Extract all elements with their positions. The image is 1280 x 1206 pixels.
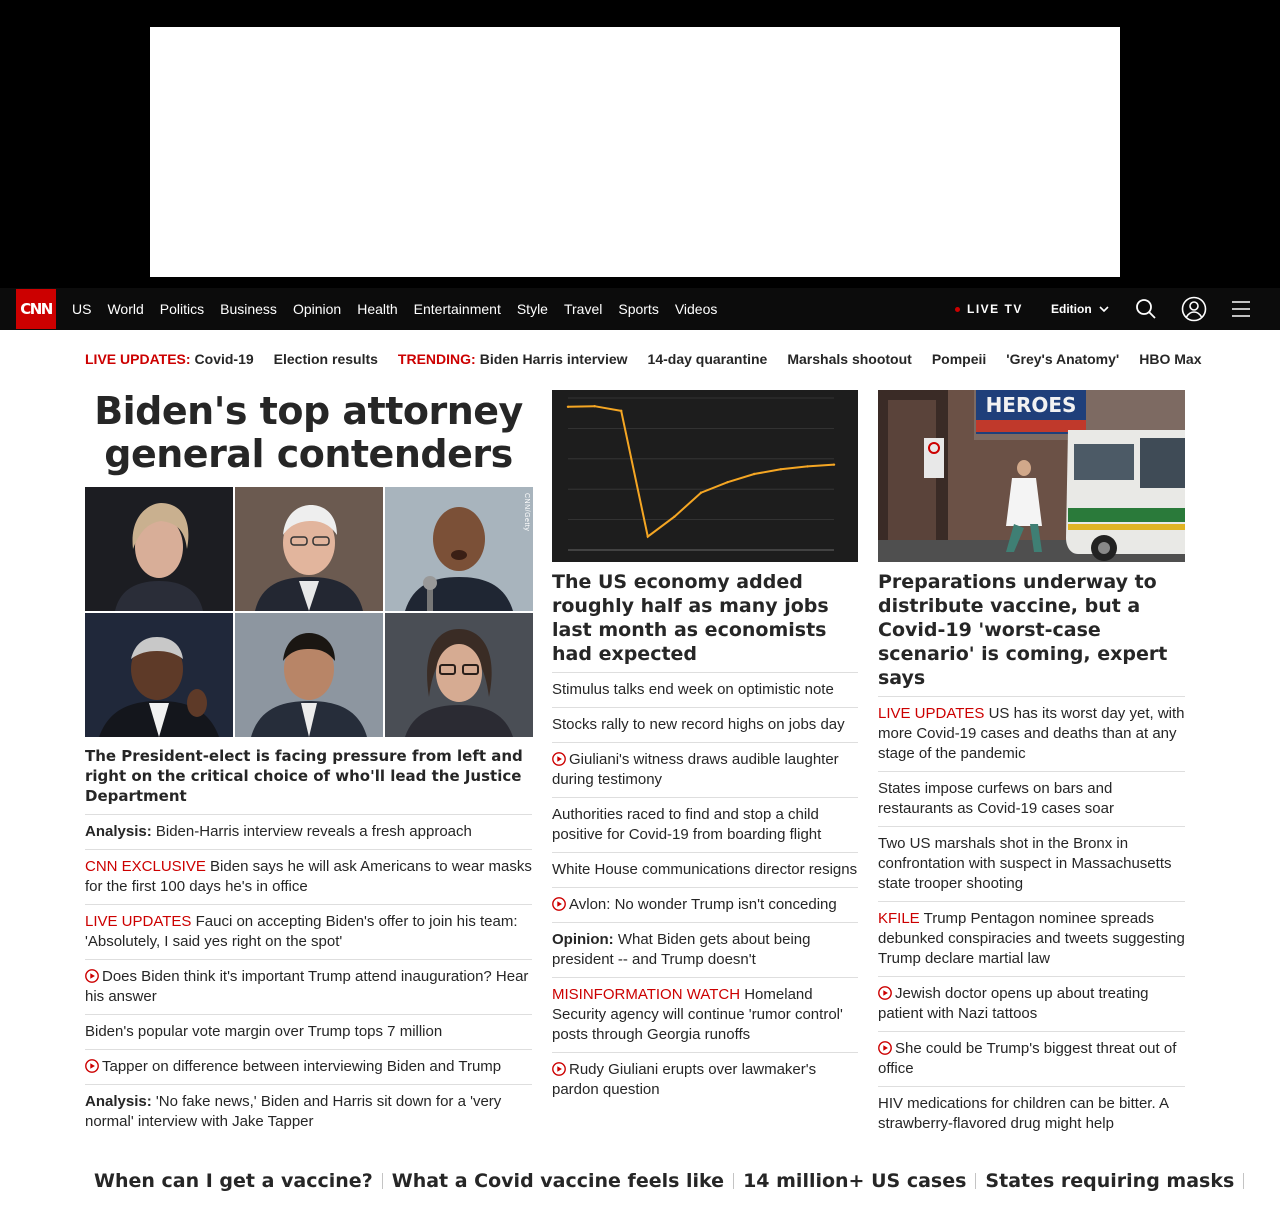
list-item-text: Giuliani's witness draws audible laughter during testimony xyxy=(552,751,839,788)
nav-link-world[interactable]: World xyxy=(107,301,144,317)
account-icon[interactable] xyxy=(1181,296,1207,322)
chart-point xyxy=(726,481,728,483)
portrait-photo-1 xyxy=(85,487,233,611)
list-item-text: Biden says he will ask Americans to wear masks for the first 100 days he's in office xyxy=(85,858,532,895)
chart-gridlines xyxy=(568,398,834,550)
portrait-photo-2 xyxy=(235,487,383,611)
covid-headline[interactable]: Preparations underway to distribute vaccine, but a Covid-19 'worst-case scenario' is coming, expert says xyxy=(878,570,1185,697)
video-play-icon xyxy=(85,969,99,983)
kicker: LIVE UPDATES xyxy=(878,705,985,722)
chart-point xyxy=(647,535,649,537)
lead-subheadline[interactable]: The President-elect is facing pressure from left and right on the critical choice of who'll lead the Justice Department xyxy=(85,746,532,815)
list-item[interactable] xyxy=(552,743,858,798)
trending-link-4[interactable]: Pompeii xyxy=(931,351,987,367)
kicker: MISINFORMATION WATCH xyxy=(552,986,741,1003)
list-item-text: Tapper on difference between interviewing Biden and Trump xyxy=(102,1058,502,1075)
trending-link-1[interactable]: Biden Harris interview xyxy=(479,351,628,367)
kicker: Analysis: xyxy=(85,1093,152,1110)
kicker: LIVE UPDATES xyxy=(85,913,192,930)
nav-link-health[interactable]: Health xyxy=(357,301,398,317)
list-item-text: Homeland Security agency will continue 'rumor control' posts through Georgia runoffs xyxy=(552,986,843,1043)
menu-icon[interactable] xyxy=(1231,297,1251,321)
nav-link-opinion[interactable]: Opinion xyxy=(292,301,342,317)
divider xyxy=(1243,1173,1244,1189)
list-item[interactable] xyxy=(878,977,1185,1032)
search-icon[interactable] xyxy=(1134,297,1158,321)
economy-headline[interactable]: The US economy added roughly half as many jobs last month as economists had expected xyxy=(552,570,858,673)
chart-point xyxy=(620,410,622,412)
list-item[interactable] xyxy=(552,978,858,1053)
list-item-text: Avlon: No wonder Trump isn't conceding xyxy=(569,896,837,913)
vaccine-photo[interactable] xyxy=(878,390,1185,562)
chart-series-line xyxy=(568,406,834,536)
list-item-text: Jewish doctor opens up about treating patient with Nazi tattoos xyxy=(878,985,1149,1022)
list-item-text: HIV medications for children can be bitter. A strawberry-flavored drug might help xyxy=(878,1095,1169,1132)
video-play-icon xyxy=(552,897,566,911)
list-item-text: Two US marshals shot in the Bronx in confrontation with suspect in Massachusetts state trooper shooting xyxy=(878,835,1172,892)
list-item[interactable] xyxy=(85,905,532,960)
list-item[interactable] xyxy=(552,853,858,888)
live-tv-button[interactable] xyxy=(955,302,1023,316)
chart-point xyxy=(753,473,755,475)
nav-link-videos[interactable]: Videos xyxy=(674,301,718,317)
video-play-icon xyxy=(878,1041,892,1055)
nav-link-sports[interactable]: Sports xyxy=(618,301,659,317)
list-item-text: 'No fake news,' Biden and Harris sit down for a 'very normal' interview with Jake Tapper xyxy=(85,1093,502,1130)
kicker: Analysis: xyxy=(85,823,152,840)
divider xyxy=(382,1173,383,1189)
nav-link-politics[interactable]: Politics xyxy=(159,301,205,317)
list-item-text: Biden's popular vote margin over Trump tops 7 million xyxy=(85,1023,443,1040)
list-item[interactable] xyxy=(85,1015,532,1050)
cnn-logo[interactable]: CNN xyxy=(16,289,56,329)
jobs-chart-thumbnail[interactable] xyxy=(552,390,858,562)
hospital-scene-image xyxy=(878,390,1185,562)
nav-link-entertainment[interactable]: Entertainment xyxy=(413,301,501,317)
quick-link-vaccine[interactable]: When can I get a vaccine? xyxy=(94,1170,373,1192)
lead-photo-grid[interactable] xyxy=(85,487,532,738)
list-item[interactable] xyxy=(552,888,858,923)
portrait-photo-3 xyxy=(385,487,533,611)
trending-link-3[interactable]: Marshals shootout xyxy=(787,351,912,367)
video-play-icon xyxy=(552,752,566,766)
portrait-photo-6 xyxy=(385,613,533,737)
list-item-text: She could be Trump's biggest threat out of office xyxy=(878,1040,1177,1077)
list-item[interactable] xyxy=(878,1032,1185,1087)
list-item-text: Biden-Harris interview reveals a fresh approach xyxy=(155,823,472,840)
list-item-text: Does Biden think it's important Trump attend inauguration? Hear his answer xyxy=(85,968,529,1005)
ad-banner-area xyxy=(0,0,1280,288)
nav-link-style[interactable]: Style xyxy=(516,301,548,317)
kicker: CNN EXCLUSIVE xyxy=(85,858,206,875)
list-item[interactable] xyxy=(552,798,858,853)
list-item[interactable] xyxy=(878,902,1185,977)
economy-story-list xyxy=(552,673,858,1107)
list-item-text: US has its worst day yet, with more Covid-19 cases and deaths than at any stage of the pandemic xyxy=(878,705,1185,762)
ad-slot[interactable] xyxy=(150,27,1120,277)
live-updates-label: LIVE UPDATES: xyxy=(85,351,191,367)
covid-story-list xyxy=(878,697,1185,1141)
portrait-photo-4 xyxy=(85,613,233,737)
chart-point xyxy=(780,468,782,470)
video-play-icon xyxy=(878,986,892,1000)
video-play-icon xyxy=(552,1062,566,1076)
kicker: Opinion: xyxy=(552,931,614,948)
list-item[interactable] xyxy=(85,1085,532,1139)
chevron-down-icon xyxy=(1099,306,1109,312)
chart-point xyxy=(673,515,675,517)
covid-column xyxy=(878,390,1185,1141)
list-item[interactable] xyxy=(878,697,1185,772)
trending-link-election[interactable]: Election results xyxy=(273,351,378,367)
economy-column xyxy=(552,390,858,1107)
chart-point xyxy=(806,465,808,467)
quick-link-us-cases[interactable]: 14 million+ US cases xyxy=(743,1170,967,1192)
divider xyxy=(733,1173,734,1189)
list-item-text: Trump Pentagon nominee spreads debunked conspiracies and tweets suggesting Trump declare martial law xyxy=(878,910,1185,967)
bottom-quick-links xyxy=(94,1170,1253,1192)
trending-link-2[interactable]: 14-day quarantine xyxy=(647,351,768,367)
chart-point xyxy=(593,405,595,407)
lead-story-list xyxy=(85,815,532,1139)
lead-title[interactable]: Biden's top attorney general contenders xyxy=(94,389,523,476)
chart-point xyxy=(567,406,569,408)
list-item[interactable] xyxy=(878,827,1185,902)
portrait-photo-5 xyxy=(235,613,383,737)
quick-link-vaccine-feels[interactable]: What a Covid vaccine feels like xyxy=(391,1170,725,1192)
list-item-text: What Biden gets about being president -- and Trump doesn't xyxy=(552,931,811,968)
list-item-text: White House communications director resigns xyxy=(552,861,858,878)
live-tv-label: LIVE TV xyxy=(967,302,1023,316)
trending-bar xyxy=(85,351,1202,367)
list-item[interactable] xyxy=(85,1050,532,1085)
section-links xyxy=(64,288,725,330)
video-play-icon xyxy=(85,1059,99,1073)
nav-link-us[interactable]: US xyxy=(72,301,92,317)
edition-dropdown[interactable] xyxy=(1051,302,1109,316)
photo-credit: CNN/Getty xyxy=(523,493,530,532)
jobs-line-chart xyxy=(552,390,858,562)
list-item-text: Authorities raced to find and stop a child positive for Covid-19 from boarding flight xyxy=(552,806,822,843)
divider xyxy=(975,1173,976,1189)
kicker: KFILE xyxy=(878,910,920,927)
chart-point xyxy=(833,463,835,465)
list-item-text: Stocks rally to new record highs on jobs day xyxy=(552,716,845,733)
banner-sign-text: HEROES xyxy=(985,393,1077,417)
list-item-text: Stimulus talks end week on optimistic note xyxy=(552,681,834,698)
trending-link-covid[interactable]: Covid-19 xyxy=(194,351,254,367)
list-item-text: Fauci on accepting Biden's offer to join his team: 'Absolutely, I said yes right on the spot' xyxy=(85,913,518,950)
live-dot-icon xyxy=(955,307,960,312)
lead-column xyxy=(85,390,532,1139)
edition-label: Edition xyxy=(1051,302,1092,316)
list-item-text: Rudy Giuliani erupts over lawmaker's pardon question xyxy=(552,1061,817,1098)
list-item[interactable] xyxy=(878,772,1185,827)
chart-point xyxy=(700,492,702,494)
list-item[interactable] xyxy=(85,850,532,905)
list-item[interactable] xyxy=(85,960,532,1015)
chart-series xyxy=(567,405,835,538)
nav-link-travel[interactable]: Travel xyxy=(563,301,603,317)
list-item[interactable] xyxy=(552,708,858,743)
list-item[interactable] xyxy=(85,815,532,850)
top-navigation xyxy=(0,288,1280,330)
list-item[interactable] xyxy=(552,923,858,978)
trending-link-6[interactable]: HBO Max xyxy=(1139,351,1202,367)
quick-link-masks[interactable]: States requiring masks xyxy=(985,1170,1235,1192)
nav-link-business[interactable]: Business xyxy=(220,301,277,317)
list-item-text: States impose curfews on bars and restaurants as Covid-19 cases soar xyxy=(878,780,1114,817)
trending-label: TRENDING: xyxy=(397,351,476,367)
list-item[interactable] xyxy=(552,1053,858,1107)
list-item[interactable] xyxy=(552,673,858,708)
trending-link-5[interactable]: 'Grey's Anatomy' xyxy=(1006,351,1120,367)
list-item[interactable] xyxy=(878,1087,1185,1141)
